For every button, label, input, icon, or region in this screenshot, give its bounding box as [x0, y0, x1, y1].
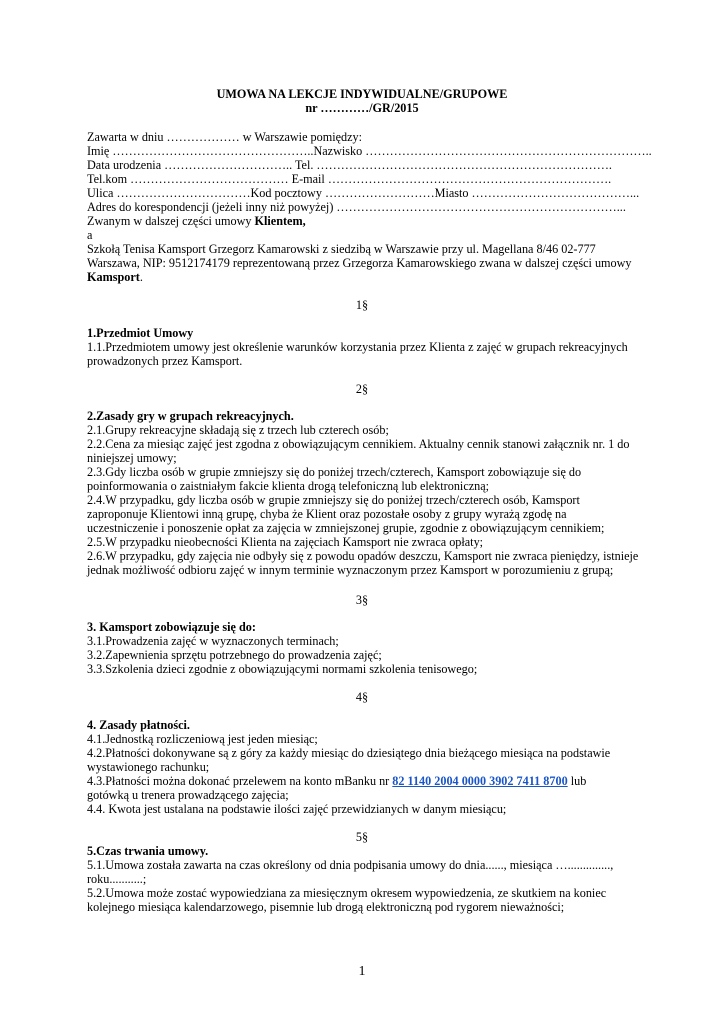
text: .	[139, 270, 143, 284]
clause-line: zaproponuje Klientowi inną grupę, chyba że Klient oraz pozostałe osoby z grupy wyrażą zgodę na	[87, 507, 567, 521]
clause-line: 3.1.Prowadzenia zajęć w wyznaczonych terminach;	[87, 634, 339, 648]
clause-line: 5.2.Umowa może zostać wypowiedziana za miesięcznym okresem wypowiedzenia, ze skutkiem na koniec	[87, 886, 607, 900]
clause-line: 4.1.Jednostką rozliczeniową jest jeden miesiąc;	[87, 732, 318, 746]
parties-line: Adres do korespondencji (jeżeli inny niż powyżej) ……………………………………………………………...	[87, 200, 626, 214]
section-number: 3§	[355, 593, 369, 607]
parties-line	[87, 214, 306, 228]
clause-line: uczestniczenie i ponoszenie opłat za zajęcia w zmniejszonej grupie, zgodnie z obowiązującym cennikiem;	[87, 521, 605, 535]
clause-line: 2.3.Gdy liczba osób w grupie zmniejszy się do poniżej trzech/czterech, Kamsport zobowiązuje się do	[87, 465, 582, 479]
clause-line: wystawionego rachunku;	[87, 760, 210, 774]
parties-line: Imię …………………………………………..Nazwisko ……………………………………………………………..	[87, 144, 652, 158]
clause-line: 3.2.Zapewnienia sprzętu potrzebnego do prowadzenia zajęć;	[87, 648, 382, 662]
client-term: Klientem,	[254, 214, 306, 228]
parties-line: a	[87, 228, 93, 242]
clause-line: 4.2.Płatności dokonywane są z góry za każdy miesiąc do dziesiątego dnia bieżącego miesiąca na podstawie	[87, 746, 611, 760]
clause-line: 4.4. Kwota jest ustalana na podstawie ilości zajęć przewidzianych w danym miesiącu;	[87, 802, 507, 816]
clause-line: 3.3.Szkolenia dzieci zgodnie z obowiązującymi normami szkolenia tenisowego;	[87, 662, 478, 676]
clause-line: 2.6.W przypadku, gdy zajęcia nie odbyły się z powodu opadów deszczu, Kamsport nie zwraca pieniędzy, istnieje	[87, 549, 639, 563]
kamsport-term: Kamsport	[87, 270, 140, 284]
text: lub	[567, 774, 587, 788]
clause-line	[87, 774, 586, 788]
section-number: 4§	[355, 690, 369, 704]
section-heading: 5.Czas trwania umowy.	[87, 844, 209, 858]
section-number: 1§	[355, 298, 369, 312]
parties-line	[87, 270, 143, 284]
clause-line: 2.2.Cena za miesiąc zajęć jest zgodna z obowiązującym cennikiem. Aktualny cennik stanowi załącznik nr. 1 do	[87, 437, 630, 451]
document-title: UMOWA NA LEKCJE INDYWIDUALNE/GRUPOWE	[216, 87, 508, 101]
clause-line: 2.4.W przypadku, gdy liczba osób w grupie zmniejszy się do poniżej trzech/czterech osób, Kamsport	[87, 493, 580, 507]
clause-line: 2.1.Grupy rekreacyjne składają się z trzech lub czterech osób;	[87, 423, 389, 437]
clause-line: 2.5.W przypadku nieobecności Klienta na zajęciach Kamsport nie zwraca opłaty;	[87, 535, 484, 549]
section-heading: 1.Przedmiot Umowy	[87, 326, 194, 340]
bank-account-link[interactable]: 82 1140 2004 0000 3902 7411 8700	[392, 774, 568, 788]
clause-line: 1.1.Przedmiotem umowy jest określenie warunków korzystania przez Klienta z zajęć w grupach rekreacyjnych	[87, 340, 628, 354]
text: 4.3.Płatności można dokonać przelewem na konto mBanku nr	[87, 774, 393, 788]
clause-line: jednak możliwość odbioru zajęć w innym terminie wyznaczonym przez Kamsport w porozumieniu z grupą;	[87, 563, 614, 577]
parties-line: Warszawa, NIP: 9512174179 reprezentowaną przez Grzegorza Kamarowskiego zwana w dalszej części umowy	[87, 256, 632, 270]
section-heading: 3. Kamsport zobowiązuje się do:	[87, 620, 256, 634]
text: Zwanym w dalszej części umowy	[87, 214, 255, 228]
clause-line: gotówką u trenera prowadzącego zajęcia;	[87, 788, 289, 802]
clause-line: poinformowania o zaistniałym fakcie klienta drogą telefoniczną lub elektroniczną;	[87, 479, 490, 493]
section-number: 2§	[355, 382, 369, 396]
clause-line: 5.1.Umowa została zawarta na czas określony od dnia podpisania umowy do dnia......, miesiąca …..............,	[87, 858, 614, 872]
parties-line: Szkołą Tenisa Kamsport Grzegorz Kamarowski z siedzibą w Warszawie przy ul. Magellana 8/46 02-777	[87, 242, 596, 256]
parties-line: Zawarta w dniu ……………… w Warszawie pomiędzy:	[87, 130, 362, 144]
section-number: 5§	[355, 830, 369, 844]
section-heading: 4. Zasady płatności.	[87, 718, 190, 732]
section-heading: 2.Zasady gry w grupach rekreacyjnych.	[87, 409, 294, 423]
clause-line: prowadzonych przez Kamsport.	[87, 354, 243, 368]
page-number: 1	[358, 964, 366, 979]
parties-line: Ulica ……………………………Kod pocztowy ………………………Miasto …………………………………...	[87, 186, 640, 200]
clause-line: kolejnego miesiąca kalendarzowego, pisemnie lub drogą elektroniczną pod rygorem nieważności;	[87, 900, 565, 914]
parties-line: Tel.kom ………………………………… E-mail …………………………………………………………….	[87, 172, 612, 186]
clause-line: niniejszej umowy;	[87, 451, 177, 465]
parties-line: Data urodzenia ………………………….. Tel. ……………………………………………………………….	[87, 158, 612, 172]
contract-number: nr …………/GR/2015	[305, 101, 419, 115]
clause-line: roku...........;	[87, 872, 147, 886]
